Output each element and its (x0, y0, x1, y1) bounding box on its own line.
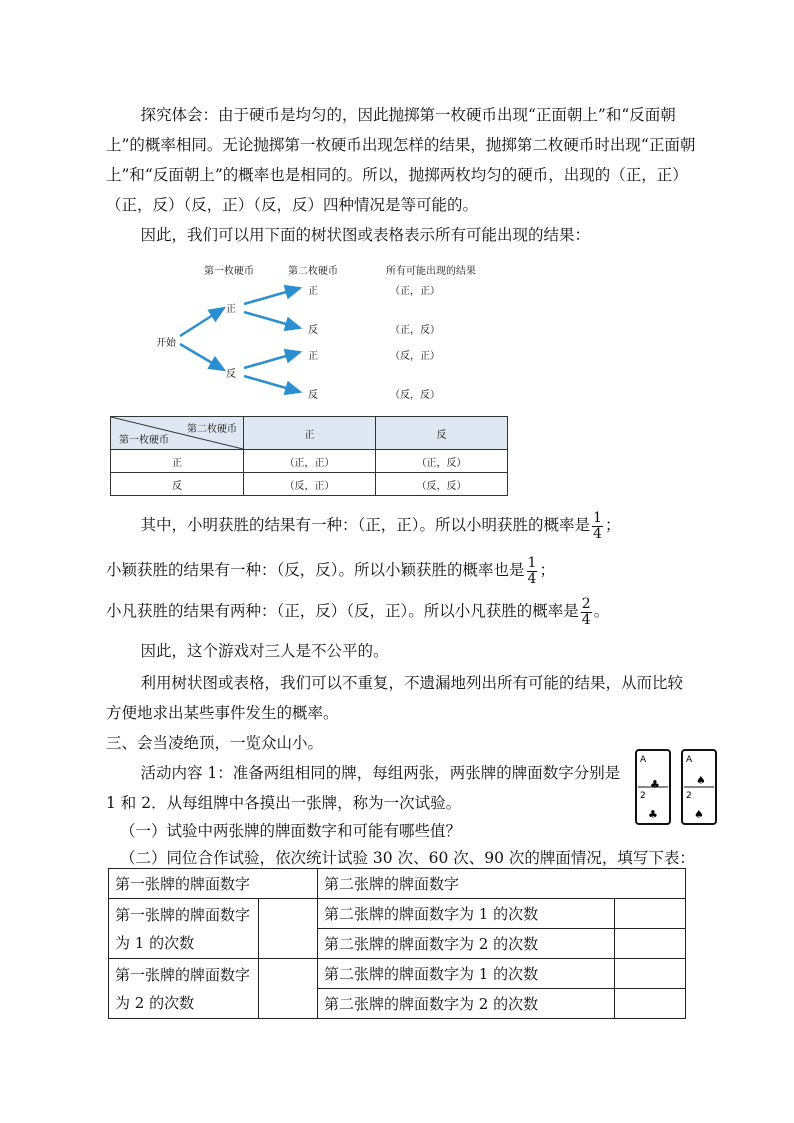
tree-col-second: 第二枚硬币 (288, 266, 338, 277)
spade-icon: ♠ (694, 808, 704, 821)
exp-sub-second-1: 第二张牌的牌面数字为 1 的次数 (318, 959, 615, 989)
tree-result-4: （反，反） (390, 390, 440, 401)
paragraph-unfair (106, 636, 696, 666)
xiaoming-fraction (592, 511, 603, 542)
paragraph-activity (106, 758, 626, 818)
tree-first-tails: 反 (226, 369, 236, 380)
card1-top-label: A (640, 755, 647, 765)
club-icon: ♣ (648, 808, 658, 821)
tree-result-3: （反，正） (390, 351, 440, 362)
paragraph-xiaofan (106, 596, 696, 628)
coin-col-tails: 反 (376, 417, 508, 450)
paragraph-activity-text: 活动内容 1：准备两组相同的牌，每组两张，两张牌的牌面数字分别是 1 和 2．从每组牌中各摸出一张牌，称为一次试验。 (106, 764, 621, 812)
exp-sub-second-2: 第二张牌的牌面数字为 2 的次数 (318, 929, 615, 959)
table-row (109, 899, 686, 929)
xiaofan-fraction (581, 597, 592, 628)
section-heading (106, 728, 696, 758)
exp-count-cell[interactable] (259, 899, 318, 959)
exp-header-second: 第二张牌的牌面数字 (318, 869, 686, 899)
punct: 。 (593, 602, 610, 620)
paragraph-summary-text: 利用树状图或表格，我们可以不重复，不遗漏地列出所有可能的结果，从而比较方便地求出某些事件发生的概率。 (106, 674, 684, 722)
fraction-denominator: 4 (527, 570, 537, 587)
coin-cell: （正，正） (244, 450, 376, 473)
tree-second-2: 反 (308, 325, 318, 336)
tree-col-results: 所有可能出现的结果 (386, 266, 476, 277)
exp-row-first-2: 第一张牌的牌面数字为 2 的次数 (109, 959, 259, 1019)
tree-second-1: 正 (308, 286, 318, 297)
paragraph-tree-intro (106, 220, 696, 250)
coin-col-heads: 正 (244, 417, 376, 450)
question-two-text: （二）同位合作试验，依次统计试验 30 次、60 次、90 次的牌面情况，填写下表： (120, 849, 695, 867)
table-row (111, 473, 508, 496)
exp-count-cell[interactable] (259, 959, 318, 1019)
xiaofan-text: 小凡获胜的结果有两种：（正，反）（反，正）。所以小凡获胜的概率是 (106, 602, 579, 620)
fraction-numerator: 1 (527, 554, 537, 571)
coin-cell: （反，反） (376, 473, 508, 496)
coin-table (110, 416, 508, 496)
table-row (109, 869, 686, 899)
tree-second-4: 反 (308, 390, 318, 401)
exp-count-cell[interactable] (615, 959, 686, 989)
fraction-numerator: 1 (593, 509, 602, 526)
paragraph-xiaoying (106, 555, 696, 587)
paragraph-intro (106, 100, 696, 220)
paragraph-summary (106, 668, 696, 728)
card2-top-label: A (686, 755, 693, 765)
punct: ； (539, 561, 555, 579)
xiaoying-fraction (527, 556, 538, 587)
exp-count-cell[interactable] (615, 929, 686, 959)
xiaoying-text: 小颖获胜的结果有一种：（反，反）。所以小颖获胜的概率也是 (106, 561, 525, 579)
coin-cell: （正，反） (376, 450, 508, 473)
coin-corner-top: 第二枚硬币 (187, 424, 237, 435)
exp-row-first-1: 第一张牌的牌面数字为 1 的次数 (109, 899, 259, 959)
experiment-table (108, 868, 686, 1019)
fraction-denominator: 4 (593, 525, 602, 542)
tree-first-heads: 正 (226, 304, 236, 315)
table-row (111, 450, 508, 473)
club-icon: ♣ (650, 778, 660, 791)
fraction-numerator: 2 (581, 595, 591, 612)
exp-count-cell[interactable] (615, 899, 686, 929)
coin-corner-bottom: 第一枚硬币 (119, 435, 169, 446)
question-one (120, 816, 710, 846)
tree-second-3: 正 (308, 351, 318, 362)
coin-row-label: 正 (111, 450, 244, 473)
tree-diagram (150, 258, 480, 408)
paragraph-tree-intro-text: 因此，我们可以用下面的树状图或表格表示所有可能出现的结果： (140, 226, 591, 244)
coin-row-label: 反 (111, 473, 244, 496)
paragraph-unfair-text: 因此，这个游戏对三人是不公平的。 (140, 642, 389, 660)
question-one-text: （一）试验中两张牌的牌面数字和可能有哪些值？ (120, 822, 462, 840)
card2-bottom-label: 2 (686, 791, 692, 801)
table-row (109, 959, 686, 989)
exp-sub-second-1: 第二张牌的牌面数字为 1 的次数 (318, 899, 615, 929)
section-heading-text: 三、会当凌绝顶，一览众山小。 (106, 734, 324, 752)
punct: ； (604, 516, 621, 534)
tree-result-1: （正，正） (390, 286, 440, 297)
card1-bottom-label: 2 (640, 791, 646, 801)
spade-icon: ♠ (696, 774, 706, 787)
exp-count-cell[interactable] (615, 989, 686, 1019)
exp-header-first: 第一张牌的牌面数字 (109, 869, 318, 899)
tree-col-first: 第一枚硬币 (204, 266, 254, 277)
tree-result-2: （正，反） (390, 325, 440, 336)
coin-table-corner (111, 417, 244, 450)
paragraph-xiaoming (106, 510, 696, 542)
exp-sub-second-2: 第二张牌的牌面数字为 2 的次数 (318, 989, 615, 1019)
paragraph-intro-text: 探究体会：由于硬币是均匀的，因此抛掷第一枚硬币出现“正面朝上”和“反面朝上”的概率相同。无论抛掷第一枚硬币出现怎样的结果，抛掷第二枚硬币时出现“正面朝上”和“反面朝上”的概率也是相同的。所以，抛掷两枚均匀的硬币，出现的（正，正）（正，反）（反，正）（反，反）四种情况是等可能的。 (106, 106, 696, 214)
tree-start: 开始 (156, 338, 176, 349)
xiaoming-text: 其中，小明获胜的结果有一种：（正，正）。所以小明获胜的概率是 (140, 516, 591, 534)
fraction-denominator: 4 (581, 611, 591, 628)
coin-cell: （反，正） (244, 473, 376, 496)
